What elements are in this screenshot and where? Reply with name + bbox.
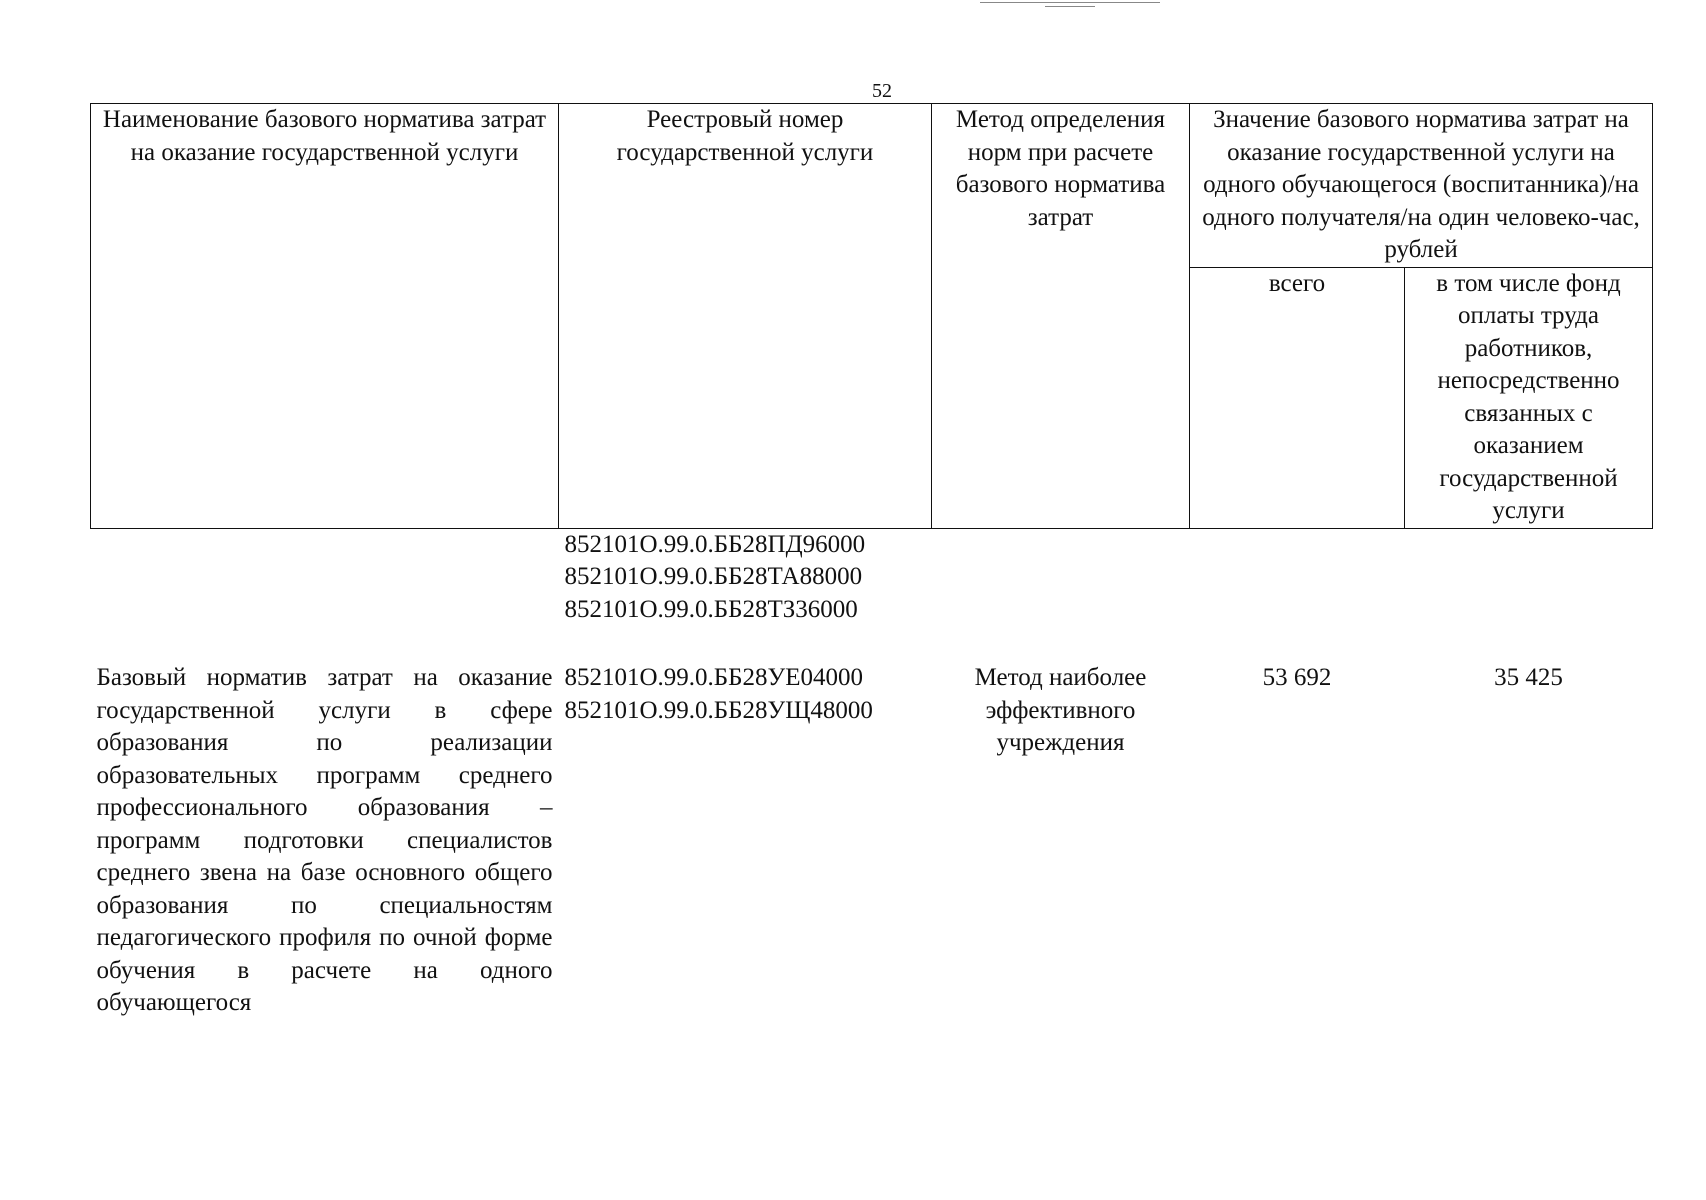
norms-table xyxy=(90,103,1653,1020)
table-row xyxy=(91,662,1653,1020)
page-number: 52 xyxy=(872,80,892,102)
row-method: Метод наиболее эффективного учреждения xyxy=(974,664,1147,756)
registry-code: 852101О.99.0.ББ28УЕ04000 xyxy=(564,664,863,691)
row-total xyxy=(1190,528,1405,662)
header-wage-fund: в том числе фонд оплаты труда работников, непосредственно связанных с оказанием государственной услуги xyxy=(1405,267,1653,528)
header-name: Наименование базового норматива затрат на оказание государственной услуги xyxy=(91,104,559,529)
header-norm-value: Значение базового норматива затрат на оказание государственной услуги на одного обучающегося (воспитанника)/на одного получателя/на один человеко-час, рублей xyxy=(1190,104,1653,268)
row-codes xyxy=(559,528,932,662)
row-method xyxy=(932,528,1190,662)
row-wage-fund xyxy=(1405,528,1653,662)
header-row-top xyxy=(91,104,1653,268)
registry-code: 852101О.99.0.ББ28ТЗ36000 xyxy=(564,595,858,623)
row-name: Базовый норматив затрат на оказание государственной услуги в сфере образования по реализации образовательных программ среднего профессионального образования – программ подготовки специалистов среднего звена на базе основного общего образования по специальностям педагогического профиля по очной форме обучения в расчете на одного обучающегося xyxy=(96,664,553,1016)
registry-code: 852101О.99.0.ББ28УЩ48000 xyxy=(564,696,873,724)
row-wage-fund: 35 425 xyxy=(1494,664,1563,691)
row-codes xyxy=(559,662,932,1020)
header-registry-number: Реестровый номер государственной услуги xyxy=(559,104,932,529)
registry-code: 852101О.99.0.ББ28ПД96000 xyxy=(564,530,866,558)
row-total: 53 692 xyxy=(1262,664,1332,691)
header-method: Метод определения норм при расчете базового норматива затрат xyxy=(932,104,1190,529)
registry-code: 852101О.99.0.ББ28ТА88000 xyxy=(564,563,863,590)
top-edge-line xyxy=(980,2,1160,3)
row-name xyxy=(91,528,559,662)
table-row xyxy=(91,528,1653,662)
top-edge-line-short xyxy=(1045,6,1095,7)
header-total: всего xyxy=(1190,267,1405,528)
